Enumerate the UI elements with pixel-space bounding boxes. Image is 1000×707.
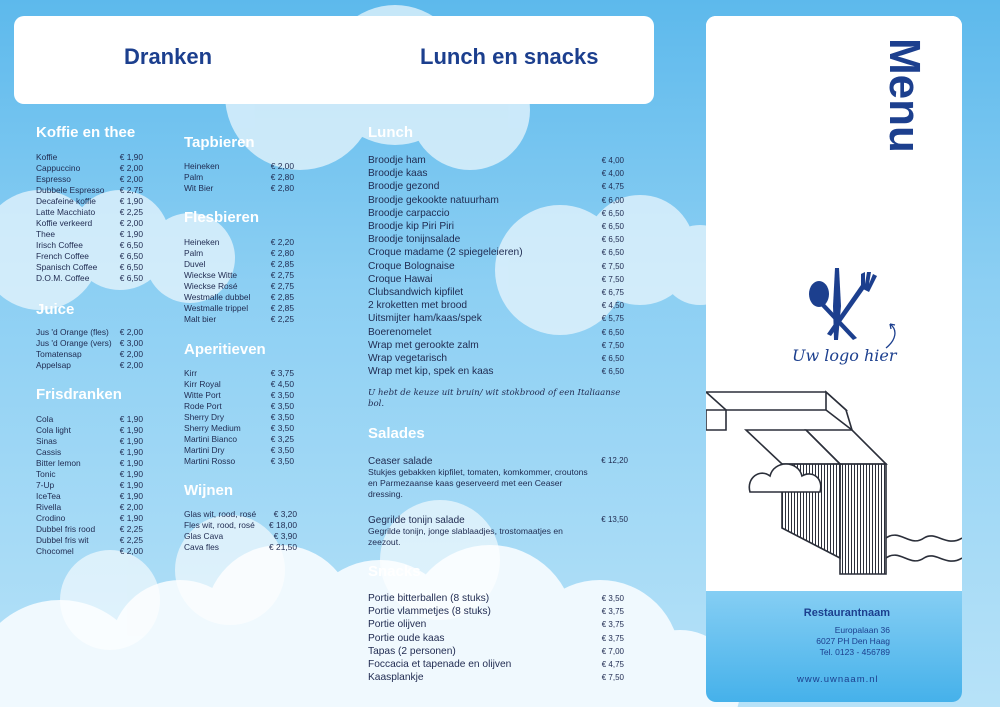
item-price: € 4,75 <box>601 182 624 192</box>
item-name: IceTea <box>36 491 61 501</box>
item-price: € 6,50 <box>119 240 143 250</box>
menu-item <box>184 314 294 325</box>
item-name: Witte Port <box>184 390 221 400</box>
item-price: € 18,00 <box>269 520 297 530</box>
menu-item <box>36 262 143 273</box>
menu-item <box>184 434 294 445</box>
address-line2: 6027 PH Den Haag <box>816 636 890 646</box>
illustration-graphic <box>706 388 962 588</box>
header-lunch-snacks: Lunch en snacks <box>420 44 599 69</box>
item-price: € 6,50 <box>601 208 624 218</box>
item-name: Croque madame (2 spiegeleieren) <box>368 247 523 259</box>
item-name: Westmalle trippel <box>184 303 249 313</box>
item-name: Broodje kaas <box>368 168 428 180</box>
item-name: Westmalle dubbel <box>184 292 251 302</box>
item-price: € 21,50 <box>269 542 297 552</box>
item-name: Chocomel <box>36 546 74 556</box>
salad-item <box>368 515 628 548</box>
menu-item <box>368 365 624 378</box>
menu-item <box>368 220 624 233</box>
item-name: Palm <box>184 248 204 258</box>
item-price: € 2,20 <box>270 237 294 247</box>
item-price: € 3,75 <box>601 620 624 630</box>
salad-description: Gegrilde tonijn, jonge slablaadjes, trostomaatjes en zeezout. <box>368 526 563 547</box>
section-title-koffie: Koffie en thee <box>36 124 136 141</box>
item-price: € 2,85 <box>270 259 294 269</box>
section-title-fles: Flesbieren <box>184 209 260 226</box>
item-name: Spanisch Coffee <box>36 262 98 272</box>
list-tap <box>184 161 294 194</box>
item-price: € 4,50 <box>270 379 294 389</box>
item-price: € 1,90 <box>119 513 143 523</box>
item-name: Heineken <box>184 161 220 171</box>
item-name: Glas Cava <box>184 531 224 541</box>
menu-item <box>36 414 143 425</box>
item-name: Decafeine koffie <box>36 196 96 206</box>
menu-item <box>36 229 143 240</box>
item-price: € 7,50 <box>601 261 624 271</box>
menu-item <box>184 423 294 434</box>
item-price: € 1,90 <box>119 447 143 457</box>
item-name: Cava fles <box>184 542 219 552</box>
section-title-wijn: Wijnen <box>184 482 234 499</box>
item-name: Dubbele Espresso <box>36 185 105 195</box>
item-name: Broodje kip Piri Piri <box>368 221 455 233</box>
menu-item <box>184 303 294 314</box>
item-name: Broodje gekookte natuurham <box>368 194 499 206</box>
item-price: € 2,00 <box>270 161 294 171</box>
item-name: Rode Port <box>184 401 222 411</box>
menu-item <box>36 152 143 163</box>
salad-price: € 13,50 <box>601 515 628 524</box>
item-name: Glas wit, rood, rosé <box>184 509 257 519</box>
menu-item <box>368 605 624 618</box>
item-price: € 3,50 <box>270 423 294 433</box>
item-price: € 7,50 <box>601 673 624 683</box>
menu-item <box>184 248 294 259</box>
item-price: € 4,75 <box>601 660 624 670</box>
menu-item <box>36 469 143 480</box>
item-price: € 3,90 <box>273 531 297 541</box>
item-price: € 3,25 <box>270 434 294 444</box>
item-name: Cappuccino <box>36 163 81 173</box>
item-price: € 2,00 <box>119 546 143 556</box>
item-price: € 6,50 <box>601 367 624 377</box>
item-name: Sinas <box>36 436 57 446</box>
item-price: € 6,50 <box>601 222 624 232</box>
phone-number: Tel. 0123 - 456789 <box>819 647 890 657</box>
item-price: € 6,75 <box>601 288 624 298</box>
item-price: € 2,00 <box>119 327 143 337</box>
item-name: Foccacia et tapenade en olijven <box>368 659 512 671</box>
item-name: Clubsandwich kipfilet <box>368 287 464 299</box>
item-price: € 7,00 <box>601 646 624 656</box>
menu-item <box>184 412 294 423</box>
menu-item <box>36 196 143 207</box>
item-name: Kirr Royal <box>184 379 221 389</box>
list-fris <box>36 414 143 557</box>
menu-item <box>36 535 143 546</box>
menu-item <box>36 174 143 185</box>
menu-item <box>36 240 143 251</box>
item-name: Bitter lemon <box>36 458 81 468</box>
item-name: Tapas (2 personen) <box>368 645 456 657</box>
cutlery-icon <box>805 266 885 342</box>
menu-item <box>36 513 143 524</box>
item-name: Portie olijven <box>368 619 427 631</box>
item-price: € 1,90 <box>119 491 143 501</box>
item-name: Fles wit, rood, rosé <box>184 520 255 530</box>
list-lunch <box>368 154 624 378</box>
list-snacks <box>368 592 624 684</box>
item-price: € 1,90 <box>119 152 143 162</box>
menu-item <box>36 458 143 469</box>
item-price: € 2,80 <box>270 183 294 193</box>
item-price: € 4,50 <box>601 301 624 311</box>
restaurant-info <box>760 607 890 658</box>
menu-item <box>368 352 624 365</box>
menu-item <box>184 161 294 172</box>
item-price: € 2,00 <box>119 349 143 359</box>
restaurant-name: Restaurantnaam <box>803 607 890 619</box>
item-price: € 3,20 <box>273 509 297 519</box>
item-price: € 2,85 <box>270 292 294 302</box>
item-name: Uitsmijter ham/kaas/spek <box>368 313 482 325</box>
menu-item <box>184 292 294 303</box>
salad-description: Stukjes gebakken kipfilet, tomaten, komkommer, croutons en Parmezaanse kaas geserveerd met een Ceaser dressing. <box>368 467 588 499</box>
menu-item <box>368 286 624 299</box>
menu-item <box>184 509 297 520</box>
item-price: € 2,00 <box>119 174 143 184</box>
item-name: Malt bier <box>184 314 217 324</box>
list-juice <box>36 327 143 371</box>
menu-item <box>184 401 294 412</box>
item-price: € 3,50 <box>270 445 294 455</box>
item-price: € 2,75 <box>270 281 294 291</box>
salad-price: € 12,20 <box>601 456 628 465</box>
item-name: Kaasplankje <box>368 672 424 684</box>
item-name: Dubbel fris rood <box>36 524 96 534</box>
item-name: 7-Up <box>36 480 55 490</box>
menu-item <box>368 326 624 339</box>
menu-item <box>36 349 143 360</box>
item-price: € 2,80 <box>270 248 294 258</box>
item-price: € 5,75 <box>601 314 624 324</box>
menu-item <box>36 207 143 218</box>
item-name: Koffie verkeerd <box>36 218 93 228</box>
item-name: Dubbel fris wit <box>36 535 89 545</box>
item-price: € 2,80 <box>270 172 294 182</box>
menu-item <box>368 194 624 207</box>
item-name: Crodino <box>36 513 66 523</box>
menu-item <box>184 520 297 531</box>
item-price: € 1,90 <box>119 229 143 239</box>
item-price: € 3,50 <box>270 390 294 400</box>
item-name: Palm <box>184 172 204 182</box>
menu-item <box>36 218 143 229</box>
menu-item <box>36 425 143 436</box>
item-name: Croque Hawai <box>368 273 433 285</box>
menu-title <box>878 38 938 160</box>
menu-item <box>36 360 143 371</box>
logo-placeholder-text: Uw logo hier <box>792 346 897 365</box>
section-title-fris: Frisdranken <box>36 386 122 403</box>
salad-name: Gegrilde tonijn salade <box>368 515 465 526</box>
salad-item <box>368 456 628 500</box>
menu-item <box>184 237 294 248</box>
item-name: Cassis <box>36 447 62 457</box>
salad-name: Ceaser salade <box>368 456 433 467</box>
menu-item <box>184 270 294 281</box>
menu-item <box>368 273 624 286</box>
item-price: € 2,00 <box>119 218 143 228</box>
menu-item <box>184 172 294 183</box>
item-price: € 2,00 <box>119 502 143 512</box>
menu-item <box>36 447 143 458</box>
item-name: Sherry Dry <box>184 412 225 422</box>
item-price: € 1,90 <box>119 425 143 435</box>
item-name: Portie oude kaas <box>368 632 445 644</box>
item-price: € 3,75 <box>601 607 624 617</box>
menu-item <box>36 185 143 196</box>
item-name: Broodje gezond <box>368 181 440 193</box>
item-name: Broodje carpaccio <box>368 207 450 219</box>
item-price: € 1,90 <box>119 458 143 468</box>
item-price: € 2,85 <box>270 303 294 313</box>
item-name: Espresso <box>36 174 71 184</box>
menu-item <box>368 658 624 671</box>
menu-item <box>36 163 143 174</box>
menu-item <box>368 180 624 193</box>
item-price: € 2,75 <box>270 270 294 280</box>
header-dranken: Dranken <box>124 44 213 69</box>
menu-item <box>36 436 143 447</box>
menu-item <box>368 154 624 167</box>
menu-item <box>184 531 297 542</box>
menu-item <box>368 233 624 246</box>
item-name: Koffie <box>36 152 58 162</box>
menu-item <box>368 207 624 220</box>
item-price: € 3,75 <box>270 368 294 378</box>
item-price: € 3,50 <box>270 412 294 422</box>
menu-item <box>368 632 624 645</box>
item-name: Broodje tonijnsalade <box>368 234 461 246</box>
menu-item <box>36 546 143 557</box>
item-name: Sherry Medium <box>184 423 241 433</box>
item-name: Wrap vegetarisch <box>368 353 448 365</box>
item-name: Duvel <box>184 259 206 269</box>
section-title-aperitief: Aperitieven <box>184 341 266 358</box>
item-name: Martini Rosso <box>184 456 236 466</box>
item-price: € 2,25 <box>270 314 294 324</box>
list-koffie <box>36 152 143 284</box>
section-title-juice: Juice <box>36 301 75 318</box>
menu-item <box>184 445 294 456</box>
item-name: Martini Dry <box>184 445 225 455</box>
item-price: € 1,90 <box>119 480 143 490</box>
item-name: Thee <box>36 229 56 239</box>
menu-item <box>184 281 294 292</box>
list-wijn <box>184 509 297 553</box>
item-name: Broodje ham <box>368 155 426 166</box>
section-title-snacks: Snacks <box>368 563 421 580</box>
item-price: € 7,50 <box>601 340 624 350</box>
item-name: Jus 'd Orange (vers) <box>36 338 112 348</box>
menu-item <box>368 167 624 180</box>
item-name: Irisch Coffee <box>36 240 83 250</box>
item-price: € 6,50 <box>601 327 624 337</box>
menu-item <box>368 246 624 259</box>
item-name: Wrap met kip, spek en kaas <box>368 366 494 378</box>
item-price: € 1,90 <box>119 414 143 424</box>
menu-item <box>36 502 143 513</box>
item-price: € 1,90 <box>119 436 143 446</box>
menu-item <box>36 327 143 338</box>
section-title-tap: Tapbieren <box>184 134 255 151</box>
item-name: Wieckse Rosé <box>184 281 238 291</box>
item-price: € 4,00 <box>601 156 624 165</box>
item-name: 2 kroketten met brood <box>368 300 468 312</box>
item-price: € 6,50 <box>119 273 143 283</box>
menu-item <box>184 390 294 401</box>
menu-item <box>368 592 624 605</box>
item-price: € 3,50 <box>601 594 624 603</box>
list-aperitief <box>184 368 294 467</box>
item-name: Rivella <box>36 502 62 512</box>
menu-item <box>368 339 624 352</box>
menu-item <box>368 645 624 658</box>
item-name: Wieckse Witte <box>184 270 238 280</box>
menu-item <box>368 312 624 325</box>
lunch-note: U hebt de keuze uit bruin/ wit stokbrood of een Italiaanse bol. <box>368 388 621 409</box>
menu-item <box>184 542 297 553</box>
item-name: French Coffee <box>36 251 89 261</box>
item-name: Cola light <box>36 425 71 435</box>
item-name: Boerenomelet <box>368 326 432 338</box>
item-price: € 2,25 <box>119 535 143 545</box>
menu-item <box>36 273 143 284</box>
item-price: € 2,75 <box>119 185 143 195</box>
menu-item <box>36 524 143 535</box>
item-name: Portie vlammetjes (8 stuks) <box>368 606 491 618</box>
item-price: € 4,00 <box>601 169 624 179</box>
menu-item <box>184 456 294 467</box>
item-name: Wit Bier <box>184 183 214 193</box>
website-link[interactable]: www.uwnaam.nl <box>797 674 879 685</box>
item-price: € 6,50 <box>601 354 624 364</box>
item-name: Tomatensap <box>36 349 82 359</box>
menu-item <box>36 480 143 491</box>
section-title-salades: Salades <box>368 425 425 442</box>
item-name: Wrap met gerookte zalm <box>368 339 479 351</box>
item-name: Appelsap <box>36 360 71 370</box>
item-name: Latte Macchiato <box>36 207 96 217</box>
item-name: Martini Bianco <box>184 434 238 444</box>
item-price: € 2,00 <box>119 360 143 370</box>
menu-item <box>36 251 143 262</box>
menu-item <box>184 368 294 379</box>
item-name: D.O.M. Coffee <box>36 273 90 283</box>
menu-item <box>368 299 624 312</box>
item-name: Kirr <box>184 368 198 378</box>
item-price: € 6,50 <box>119 251 143 261</box>
item-name: Jus 'd Orange (fles) <box>36 327 109 337</box>
menu-item <box>368 671 624 684</box>
item-name: Cola <box>36 414 54 424</box>
item-price: € 1,90 <box>119 196 143 206</box>
menu-item <box>368 618 624 631</box>
item-name: Croque Bolognaise <box>368 260 455 272</box>
menu-item <box>184 183 294 194</box>
item-name: Tonic <box>36 469 56 479</box>
menu-item <box>368 260 624 273</box>
menu-item <box>184 259 294 270</box>
item-price: € 2,25 <box>119 524 143 534</box>
item-price: € 2,25 <box>119 207 143 217</box>
item-price: € 7,50 <box>601 274 624 284</box>
address-line1: Europalaan 36 <box>834 625 890 635</box>
item-price: € 3,50 <box>270 456 294 466</box>
item-price: € 3,75 <box>601 633 624 643</box>
item-price: € 6,50 <box>119 262 143 272</box>
item-name: Heineken <box>184 237 220 247</box>
item-price: € 3,50 <box>270 401 294 411</box>
item-name: Portie bitterballen (8 stuks) <box>368 593 490 604</box>
list-fles <box>184 237 294 325</box>
item-price: € 6,50 <box>601 235 624 245</box>
section-title-lunch: Lunch <box>368 124 413 141</box>
menu-item <box>36 338 143 349</box>
item-price: € 6,00 <box>601 195 624 205</box>
menu-title-text: Menu <box>880 38 929 153</box>
menu-item <box>184 379 294 390</box>
menu-item <box>36 491 143 502</box>
item-price: € 2,00 <box>119 163 143 173</box>
item-price: € 1,90 <box>119 469 143 479</box>
item-price: € 6,50 <box>601 248 624 258</box>
item-price: € 3,00 <box>119 338 143 348</box>
